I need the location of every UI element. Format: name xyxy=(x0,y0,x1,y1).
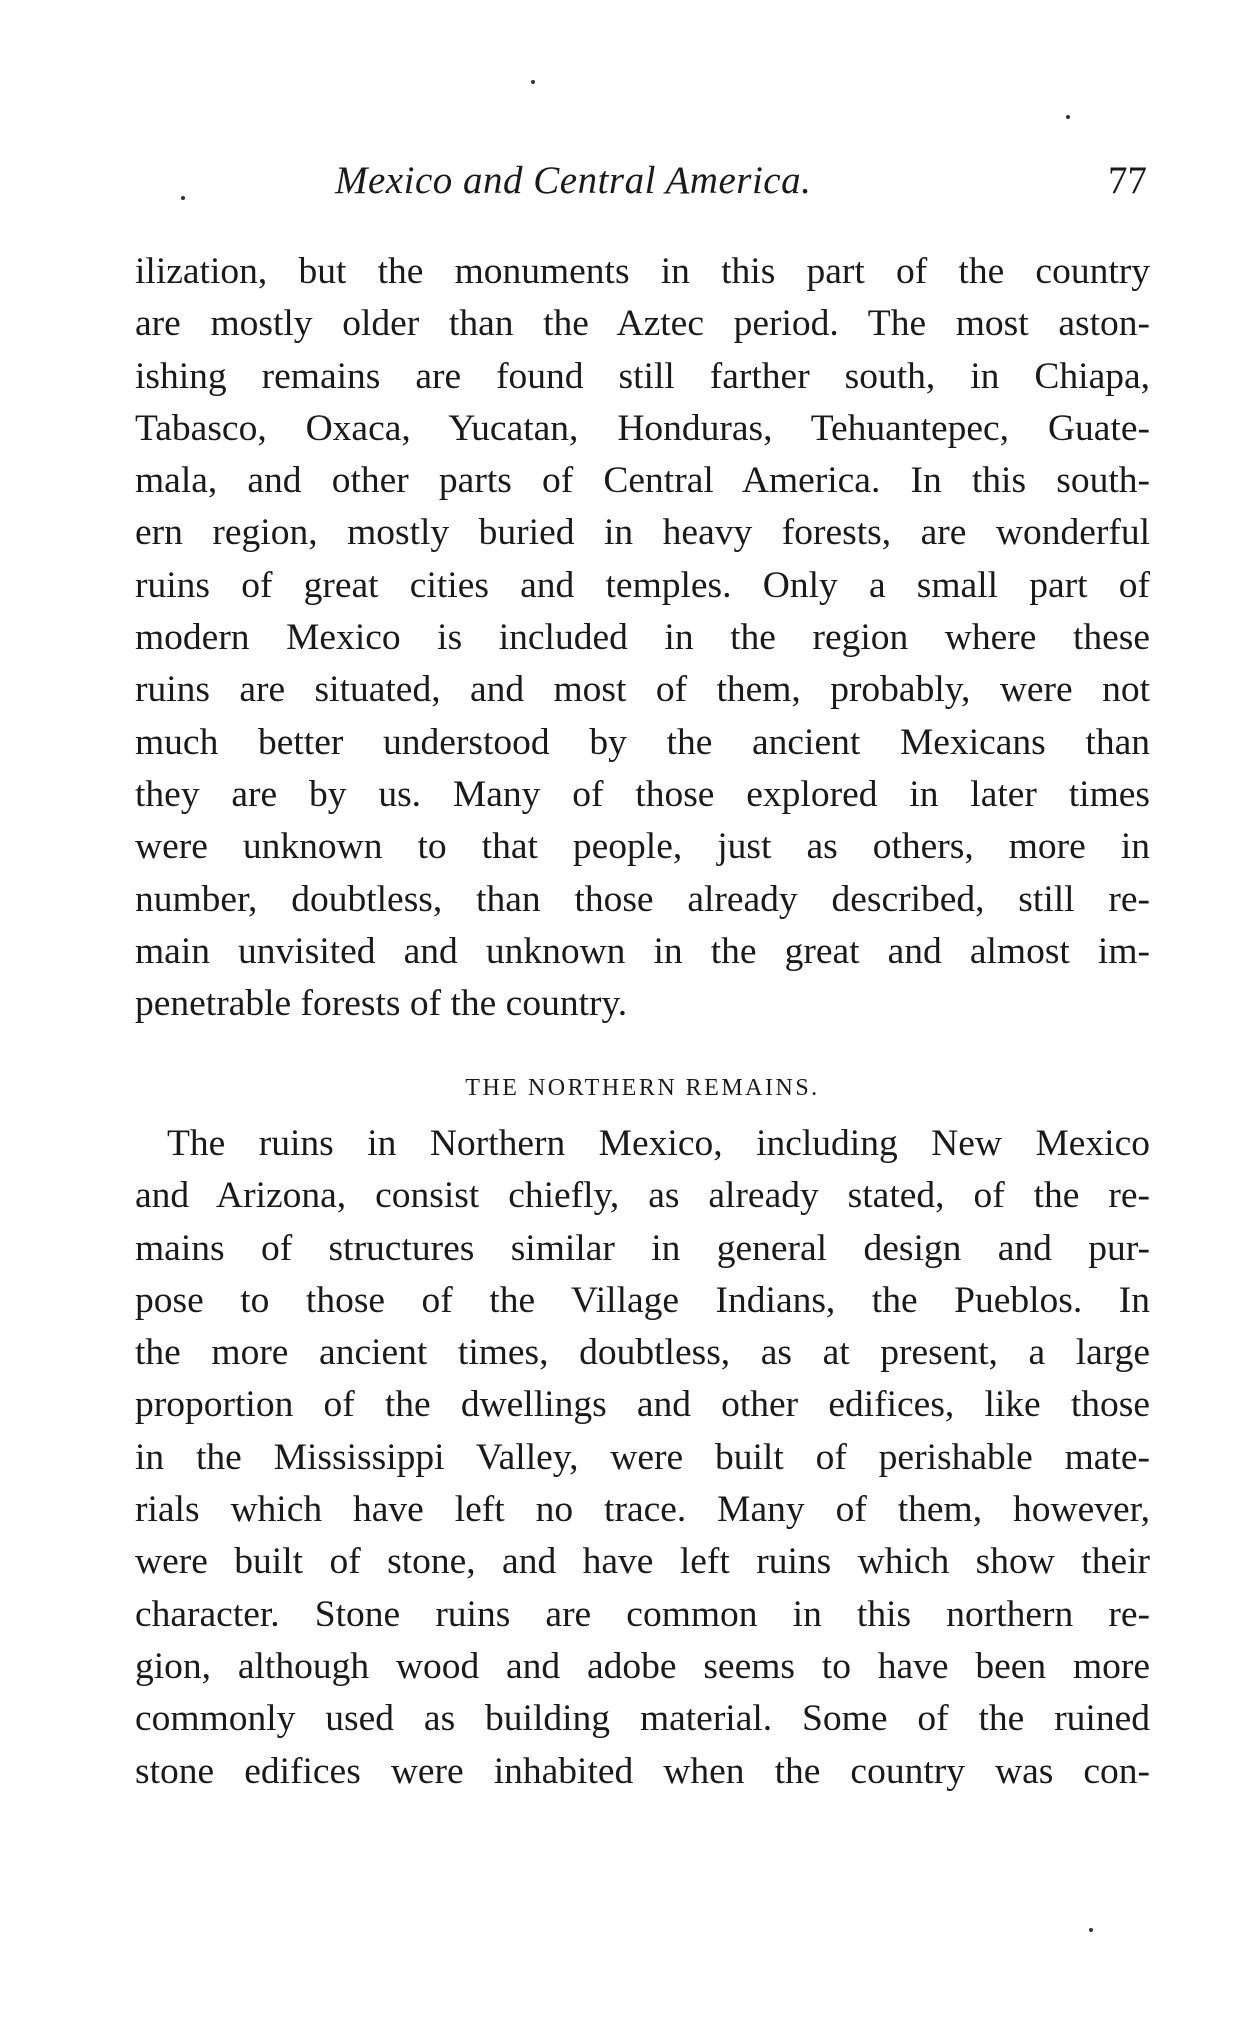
running-title: Mexico and Central America. xyxy=(335,159,812,202)
text-line: ilization, but the monuments in this part of the country xyxy=(135,251,1150,292)
text-line: the more ancient times, doubtless, as at present, a large xyxy=(135,1332,1150,1374)
text-line: number, doubtless, than those already described, still re- xyxy=(135,878,1150,920)
text-line: character. Stone ruins are common in this northern re- xyxy=(135,1593,1150,1635)
text-line: The ruins in Northern Mexico, including New Mexico xyxy=(167,1123,1150,1164)
running-head xyxy=(135,158,1155,208)
paragraph-continued xyxy=(135,246,1150,1030)
text-line: ruins are situated, and most of them, probably, were not xyxy=(135,669,1150,711)
text-line: were built of stone, and have left ruins which show their xyxy=(135,1541,1150,1583)
text-line: Tabasco, Oxaca, Yucatan, Honduras, Tehuantepec, Guate- xyxy=(135,407,1150,449)
paragraph-northern-remains xyxy=(135,1118,1150,1798)
text-line: proportion of the dwellings and other edifices, like those xyxy=(135,1384,1150,1426)
print-speck xyxy=(531,80,535,84)
text-line: ern region, mostly buried in heavy forests, are wonderful xyxy=(135,512,1150,554)
text-line: main unvisited and unknown in the great and almost im- xyxy=(135,930,1150,972)
text-line: mala, and other parts of Central America. In this south- xyxy=(135,460,1150,502)
text-line: mains of structures similar in general design and pur- xyxy=(135,1227,1150,1269)
text-line: gion, although wood and adobe seems to have been more xyxy=(135,1645,1150,1687)
text-line: much better understood by the ancient Mexicans than xyxy=(135,721,1150,763)
text-line: were unknown to that people, just as others, more in xyxy=(135,826,1150,868)
text-line: commonly used as building material. Some of the ruined xyxy=(135,1698,1150,1740)
text-line: rials which have left no trace. Many of them, however, xyxy=(135,1489,1150,1531)
text-line: are mostly older than the Aztec period. The most aston- xyxy=(135,303,1150,345)
text-line: penetrable forests of the country. xyxy=(135,983,628,1025)
text-line: stone edifices were inhabited when the country was con- xyxy=(135,1750,1150,1792)
text-line: modern Mexico is included in the region where these xyxy=(135,617,1150,659)
text-line: and Arizona, consist chiefly, as already stated, of the re- xyxy=(135,1175,1150,1217)
text-line: ishing remains are found still farther south, in Chiapa, xyxy=(135,355,1150,397)
text-line: in the Mississippi Valley, were built of perishable mate- xyxy=(135,1436,1150,1478)
text-line: ruins of great cities and temples. Only a small part of xyxy=(135,564,1150,606)
text-line: pose to those of the Village Indians, the Pueblos. In xyxy=(135,1279,1150,1321)
print-speck xyxy=(1066,115,1070,119)
page-number: 77 xyxy=(1108,159,1147,202)
section-heading: THE NORTHERN REMAINS. xyxy=(465,1075,820,1101)
print-speck xyxy=(1089,1928,1093,1932)
text-line: they are by us. Many of those explored in later times xyxy=(135,773,1150,815)
